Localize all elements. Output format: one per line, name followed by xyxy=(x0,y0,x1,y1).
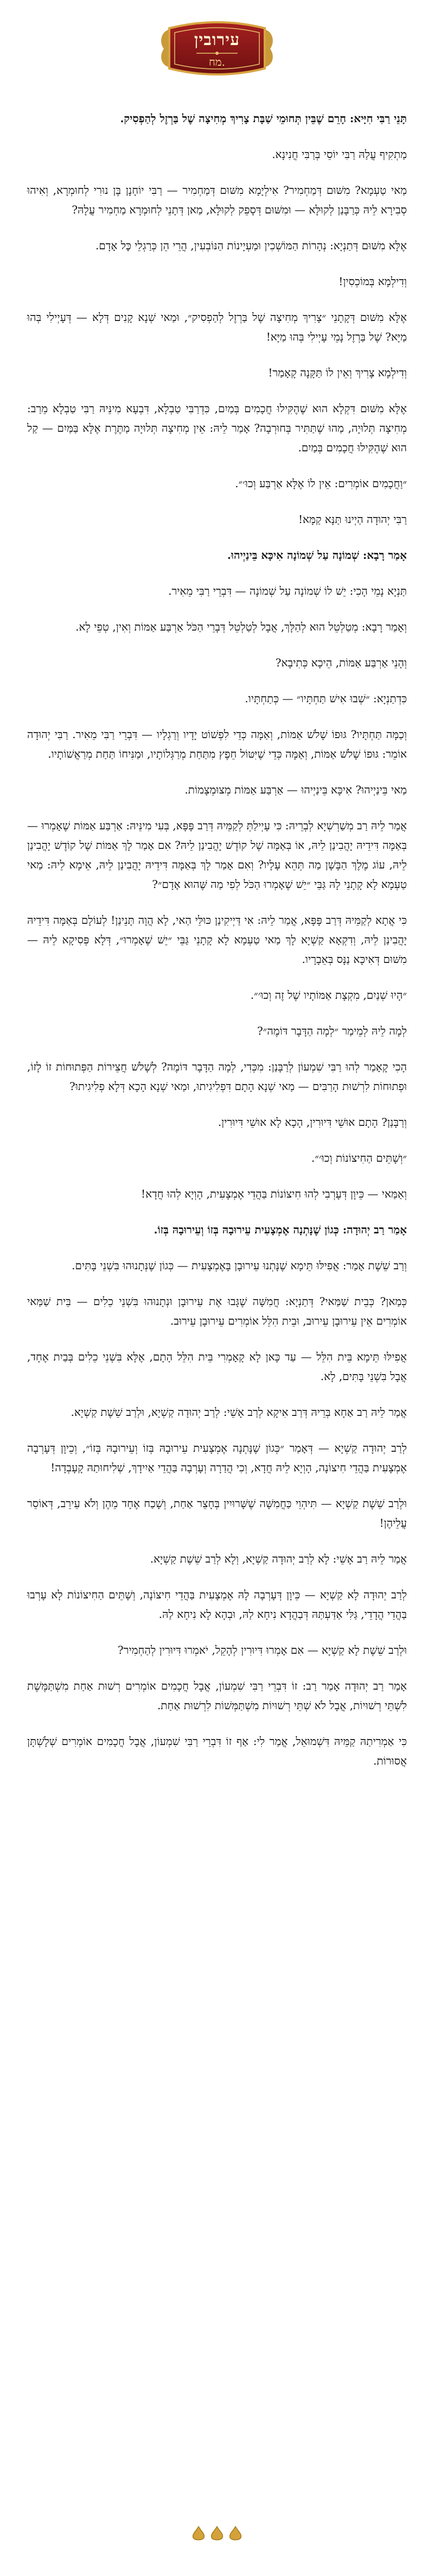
plain-text: מַאי טַעְמָא? מִשּׁוּם דְּמַחְמִיר? אִילְיָמָא מִשּׁוּם דְּמַחְמִיר — רַבִּי יוֹחָנָן בֶּן נוּרִי לְחוּמְרָא, וְאִיהוּ סְבִירָא לֵיהּ כְּרַבָּנַן לְקוּלָּא — וּמִשּׁוּם דְּסָפֵק לְקוּלָּא, מַאן דְּתָנֵי לְחוּמְרָא מַחְמִיר עֲלָהּ? xyxy=(27,184,407,216)
text-paragraph xyxy=(27,144,407,164)
talmud-text xyxy=(27,109,407,1787)
plain-text: וְהָנֵי אַרְבַּע אַמּוֹת, הֵיכָא כְּתִיבָא? xyxy=(275,656,407,669)
text-paragraph xyxy=(27,1256,407,1275)
text-paragraph xyxy=(27,1438,407,1477)
gold-drop-icon xyxy=(191,2525,206,2542)
bold-text: אָמַר רַב יְהוּדָה: כְּגוֹן שֶׁנָּתְנָה אֶמְצָעִית עֵירוּבָהּ בְּזוֹ וְעֵירוּבָהּ בְּזוֹ. xyxy=(154,1223,407,1236)
text-paragraph xyxy=(27,180,407,219)
plain-text: כְּמַאן? כְּבֵית שַׁמַּאי? דְּתַנְיָא: חֲמִשָּׁה שֶׁגָּבוּ אֶת עֵירוּבָן וּנְתָנוּהוּ בִּשְׁנֵי כֵלִים — בֵּית שַׁמַּאי אוֹמְרִים אֵין עֵירוּבָן עֵירוּב, וּבֵית הִלֵּל אוֹמְרִים עֵירוּבָן עֵירוּב. xyxy=(27,1295,407,1327)
daf-number: מח. xyxy=(208,55,226,68)
plain-text: מַאי בֵּינַיְיהוּ? אִיכָּא בֵּינַיְיהוּ — אַרְבַּע אַמּוֹת מְצוּמְצָמוֹת. xyxy=(184,783,407,796)
text-paragraph xyxy=(27,1640,407,1660)
bold-text: תָּנֵי רַבִּי חִיָּיא: חָרֵם שֶׁבֵּין תְּחוּמֵי שַׁבָּת צָרִיךְ מְחִיצָה שֶׁל בַּרְזֶל לְהַפְסִיק. xyxy=(120,112,407,125)
text-paragraph xyxy=(27,272,407,291)
plain-text: אֶלָּא מִשּׁוּם דִּקְלָא הוּא שֶׁהֶקִּילוּ חֲכָמִים בְּמַיִם, כִּדְרַבִּי טַבְלָא, דִּבְעָא מִינֵּיהּ רַבִּי טַבְלָא מֵרַב: מְחִיצָה תְּלוּיָה, מַהוּ שֶׁתַּתִּיר בְּחוּרְבָה? אָמַר לֵיהּ: אֵין מְחִיצָה תְּלוּיָה מַתֶּרֶת אֶלָּא בַּמַּיִם — קַל הוּא שֶׁהֶקִּילוּ חֲכָמִים בְּמַיִם. xyxy=(27,402,407,454)
text-paragraph xyxy=(27,1494,407,1533)
text-paragraph xyxy=(27,653,407,672)
plain-text: אֲמַר לֵיהּ רַב מְשַׁרְשְׁיָא לְבְרֵיהּ: כִּי עָיְילַתְּ לְקַמֵּיהּ דְּרַב פָּפָּא, בְּעִי מִינֵּיהּ: אַרְבַּע אַמּוֹת שֶׁאָמְרוּ — בְּאַמָּה דִּידֵיהּ יָהֲבִינַן לֵיהּ, אוֹ בְּאַמָּה שֶׁל קוֹדֶשׁ יָהֲבִינַן לֵיהּ? אִם אָמַר לָךְ אַמּוֹת שֶׁל קוֹדֶשׁ יָהֲבִינַן לֵיהּ, עוֹג מֶלֶךְ הַבָּשָׁן מַה תְּהֵא עָלָיו? וְאִם אָמַר לָךְ בְּאַמָּה דִּידֵיהּ יָהֲבִינַן לֵיהּ, אֵימָא לֵיהּ: מַאי טַעְמָא לָא קָתָנֵי לָהּ גַּבֵּי ״יֵשׁ שֶׁאָמְרוּ הַכֹּל לְפִי מַה שֶּׁהוּא אָדָם״? xyxy=(27,819,407,891)
text-paragraph xyxy=(27,910,407,969)
plain-text: כִּי אֲתָא לְקַמֵּיהּ דְּרַב פָּפָּא, אֲמַר לֵיהּ: אִי דַּיְיקִינַן כּוּלֵּי הַאי, לָא הֲוָה תָּנֵינַן! לְעוֹלָם בְּאַמָּה דִּידֵיהּ יָהֲבִינַן לֵיהּ, וְדִקְאָא קַשְׁיָא לָךְ מַאי טַעְמָא לָא קָתָנֵי גַּבֵּי ״יֵשׁ שֶׁאָמְרוּ״, דְּלָא פְּסִיקָא לֵיהּ — מִשּׁוּם דְּאִיכָּא נַנָּס בְּאֵבָרָיו. xyxy=(27,914,407,966)
plain-text: וְרַב שֵׁשֶׁת אָמַר: אֲפִילּוּ תֵּימָא שֶׁנָּתְנוּ עֵירוּבָן בָּאֶמְצָעִית — כְּגוֹן שֶׁנְּתָנוּהוּ בִּשְׁנֵי בָּתִּים. xyxy=(72,1259,407,1272)
text-paragraph xyxy=(27,617,407,637)
text-paragraph xyxy=(27,725,407,764)
text-paragraph xyxy=(27,1112,407,1132)
plain-text: רַבִּי יְהוּדָה הַיְינוּ תַּנָּא קַמָּא! xyxy=(298,513,407,526)
gold-drop-icon xyxy=(209,2525,225,2542)
text-paragraph xyxy=(27,1021,407,1041)
plain-text: לְרַב יְהוּדָה קַשְׁיָא — דְּאָמַר ״כְּגוֹן שֶׁנָּתְנָה אֶמְצָעִית עֵירוּבָהּ בְּזוֹ וְעֵירוּבָהּ בְּזוֹ״, וְכֵיוָן דְּעָרְבָה אֶמְצָעִית בַּהֲדֵי חִיצוֹנָה, הָוְיָא לֵיהּ חֲדָא, וְכִי הֲדַרָה וְעָרְבָה בַּהֲדֵי אַיִידָךְ, שְׁלִיחוּתַהּ קָעָבְדָה! xyxy=(27,1441,407,1474)
text-paragraph xyxy=(27,1731,407,1771)
tractate-banner xyxy=(158,20,276,77)
plain-text: אֲמַר לֵיהּ רַב אַחָא בְּרֵיהּ דְּרַב אִיקָא לְרַב אָשֵׁי: לְרַב יְהוּדָה קַשְׁיָא, וּלְרַב שֵׁשֶׁת קַשְׁיָא. xyxy=(71,1406,407,1419)
text-paragraph xyxy=(27,236,407,255)
text-paragraph xyxy=(27,1148,407,1168)
plain-text: וְרַבָּנַן? הָתָם אוּשֵׁי דִּיוּרִין, הָכָא לָא אוּשֵׁי דִּיוּרִין. xyxy=(218,1116,407,1129)
text-paragraph xyxy=(27,545,407,565)
plain-text: ״הָיוּ שְׁנַיִם, מִקְצָת אַמּוֹתָיו שֶׁל זֶה וְכוּ׳״. xyxy=(250,988,407,1002)
plain-text: וְאַמַּאי — כֵּיוָן דְּעָרְבִי לְהוּ חִיצוֹנוֹת בַּהֲדֵי אֶמְצָעִית, הָוְיָא לְהוּ חֲדָא! xyxy=(141,1187,407,1200)
text-paragraph xyxy=(27,1585,407,1624)
text-paragraph xyxy=(27,1184,407,1204)
text-paragraph xyxy=(27,1220,407,1239)
text-paragraph xyxy=(27,581,407,601)
plain-text: וְדִילְמָא בְּמוֹכְסִין! xyxy=(339,275,407,288)
plain-text: כִּדְתַנְיָא: ״שְׁבוּ אִישׁ תַּחְתָּיו״ — כְּתַחְתָּיו. xyxy=(245,692,407,705)
plain-text: אֶלָּא מִשּׁוּם דְּקָתָנֵי ״צָרִיךְ מְחִיצָה שֶׁל בַּרְזֶל לְהַפְסִיק״, וּמַאי שְׁנָא קָנִים דְּלָא — דְּעָיְילִי בְּהוּ מַיָּא? שֶׁל בַּרְזֶל נָמֵי עָיְילִי בְּהוּ מַיָּא! xyxy=(27,311,407,343)
plain-text: מַתְקִיף עֲלַהּ רַבִּי יוֹסֵי בְּרַבִּי חֲנִינָא. xyxy=(272,148,407,161)
text-paragraph xyxy=(27,1402,407,1422)
footer-ornament xyxy=(0,2520,434,2547)
text-paragraph xyxy=(27,509,407,529)
text-paragraph xyxy=(27,109,407,128)
header xyxy=(0,16,434,81)
plain-text: כִּי אַמְרִיתַהּ קַמֵּיהּ דִּשְׁמוּאֵל, אֲמַר לִי: אַף זוֹ דִּבְרֵי רַבִּי שִׁמְעוֹן, אֲבָל חֲכָמִים אוֹמְרִים שְׁלָשְׁתָּן אֲסוּרוֹת. xyxy=(27,1735,407,1767)
plain-text: אָמַר רַב יְהוּדָה אָמַר רַב: זוֹ דִּבְרֵי רַבִּי שִׁמְעוֹן, אֲבָל חֲכָמִים אוֹמְרִים רְשׁוּת אַחַת מִשְׁתַּמֶּשֶׁת לִשְׁתֵּי רְשׁוּיוֹת, אֲבָל לֹא שְׁתֵּי רְשׁוּיוֹת מִשְׁתַּמְּשׁוֹת לִרְשׁוּת אַחַת. xyxy=(27,1679,407,1712)
text-paragraph xyxy=(27,1549,407,1569)
plain-text: תַּנְיָא נָמֵי הָכִי: יֵשׁ לוֹ שְׁמוֹנָה עַל שְׁמוֹנָה — דִּבְרֵי רַבִּי מֵאִיר. xyxy=(168,584,407,597)
plain-text: ״וַחֲכָמִים אוֹמְרִים: אֵין לוֹ אֶלָּא אַרְבַּע וְכוּ׳״. xyxy=(235,477,407,490)
plain-text: לְמָה לֵיהּ לְמֵימַר ״לְמָה הַדָּבָר דּוֹמֶה״? xyxy=(257,1024,407,1037)
text-paragraph xyxy=(27,399,407,457)
plain-text: אֲפִילּוּ תֵּימָא בֵּית הִלֵּל — עַד כָּאן לָא קָאָמְרִי בֵּית הִלֵּל הָתָם, אֶלָּא בִּשְׁנֵי כֵלִים בְּבַיִת אֶחָד, אֲבָל בִּשְׁנֵי בָּתִּים, לָא. xyxy=(27,1350,407,1383)
plain-text: אֲמַר לֵיהּ רַב אָשֵׁי: לָא לְרַב יְהוּדָה קַשְׁיָא, וְלָא לְרַב שֵׁשֶׁת קַשְׁיָא. xyxy=(150,1552,407,1565)
text-paragraph xyxy=(27,1676,407,1715)
plain-text: הָכִי קָאָמַר לְהוּ רַבִּי שִׁמְעוֹן לְרַבָּנַן: מִכְּדִי, לְמָה הַדָּבָר דּוֹמֶה? לְשָׁלֹשׁ חֲצֵירוֹת הַפְּתוּחוֹת זוֹ לָזוֹ, וּפְתוּחוֹת לִרְשׁוּת הָרַבִּים — מַאי שְׁנָא הָתָם דִּפְלִיגִיתוּ, וּמַאי שְׁנָא הָכָא דְּלָא פְלִיגִיתוּ? xyxy=(27,1060,407,1093)
plain-text: אֶלָּא מִשּׁוּם דְּתַנְיָא: נְהָרוֹת הַמּוֹשְׁכִין וּמַעְיָינוֹת הַנּוֹבְעִין, הֲרֵי הֵן כְּרַגְלֵי כׇּל אָדָם. xyxy=(95,239,407,252)
tractate-title: עירובין xyxy=(194,30,240,49)
text-paragraph xyxy=(27,307,407,347)
text-paragraph xyxy=(27,363,407,382)
text-paragraph xyxy=(27,816,407,894)
text-paragraph xyxy=(27,689,407,708)
plain-text: וְאָמַר רָבָא: מְטַלְטֵל הוּא לְהַלָּךְ, אֲבָל לְטַלְטֵל דְּבָרֵי הַכֹּל אַרְבַּע אַמּוֹת וְאִין, טְפֵי לָא. xyxy=(75,620,407,633)
plain-text: וְדִילְמָא צָרִיךְ וְאֵין לוֹ תַּקָּנָה קָאָמַר! xyxy=(268,366,407,379)
plain-text: וּלְרַב שֵׁשֶׁת לָא קַשְׁיָא — אִם אָמְרוּ דִּיוּרִין לְהָקֵל, יֹאמְרוּ דִּיוּרִין לְהַחְמִיר? xyxy=(117,1643,407,1657)
gold-drop-icon xyxy=(228,2525,243,2542)
text-paragraph xyxy=(27,985,407,1005)
text-paragraph xyxy=(27,1347,407,1386)
plain-text: וּלְרַב שֵׁשֶׁת קַשְׁיָא — תִּיהְוֵי כַּחֲמִשָּׁה שֶׁשָּׁרוּיִין בְּחָצֵר אַחַת, וְשָׁכַח אֶחָד מֵהֶן וְלֹא עֵירֵב, דְּאוֹסֵר עֲלֵיהֶן! xyxy=(27,1497,407,1529)
text-paragraph xyxy=(27,1057,407,1096)
plain-text: וְכַמָּה תַּחְתָּיו? גּוּפוֹ שָׁלֹשׁ אַמּוֹת, וְאַמָּה כְּדֵי לִפְשׁוֹט יָדָיו וְרַגְלָיו — דִּבְרֵי רַבִּי מֵאִיר. רַבִּי יְהוּדָה אוֹמֵר: גּוּפוֹ שָׁלֹשׁ אַמּוֹת, וְאַמָּה כְּדֵי שֶׁיִּטּוֹל חֵפֶץ מִתַּחַת מְרַגְּלוֹתָיו, וּמַנִּיחוֹ תַּחַת מְרַאֲשׁוֹתָיו. xyxy=(27,728,407,760)
plain-text: ״וְשָׁתֵּים הַחִיצוֹנוֹת וְכוּ׳״. xyxy=(311,1151,407,1164)
plain-text: לְרַב יְהוּדָה לָא קַשְׁיָא — כֵּיוָן דְּעָרְבָה לָהּ אֶמְצָעִית בַּהֲדֵי חִיצוֹנָה, וְשָׁתֵּים הַחִיצוֹנוֹת לָא עָרְבוּ בַּהֲדֵי הֲדָדֵי, גַּלִּי אַדַּעְתַּהּ דְּבַהֲדָא נִיחָא לַהּ, וּבְהָא לָא נִיחָא לַהּ. xyxy=(27,1588,407,1621)
text-paragraph xyxy=(27,780,407,799)
bold-text: אָמַר רָבָא: שְׁמוֹנָה עַל שְׁמוֹנָה אִיכָּא בֵּינַיְיהוּ. xyxy=(227,549,407,562)
text-paragraph xyxy=(27,1292,407,1331)
text-paragraph xyxy=(27,474,407,493)
